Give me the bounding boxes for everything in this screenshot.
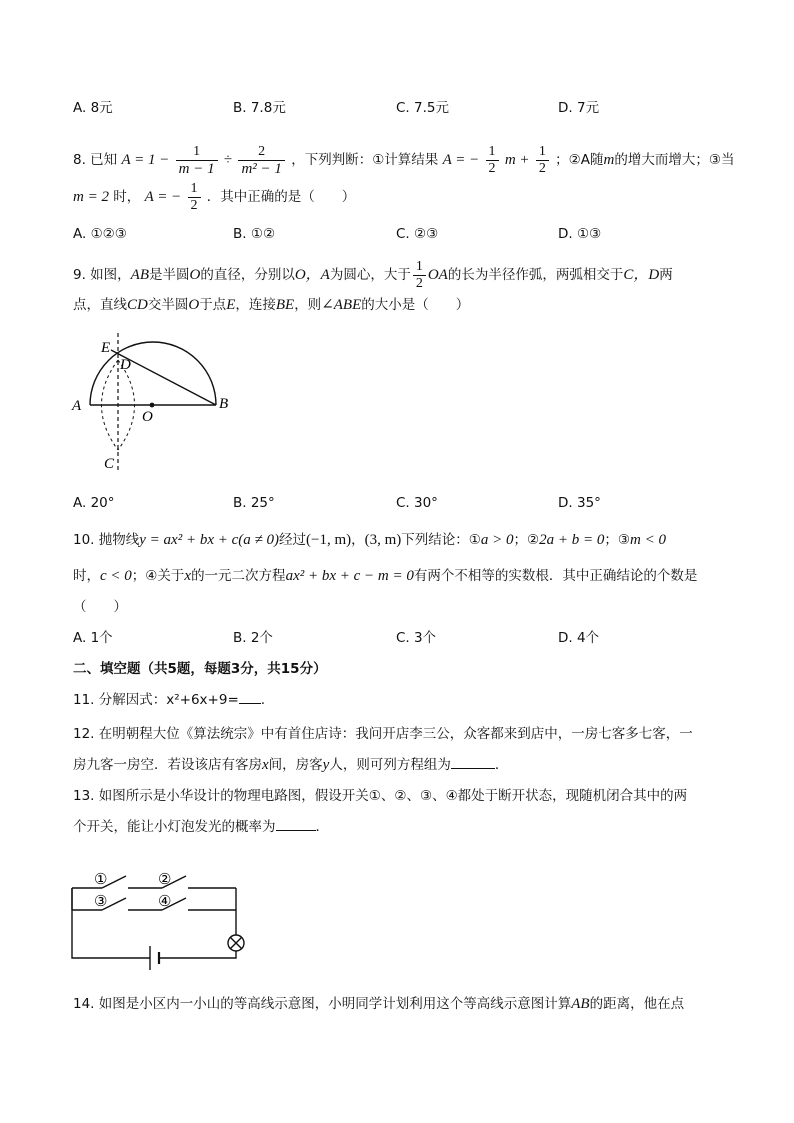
q7-option-c: C. 7.5元 (396, 100, 449, 116)
q9-option-d: D. 35° (558, 495, 601, 511)
q10-option-a: A. 1个 (73, 630, 113, 646)
q13-line-1: 13. 如图所示是小华设计的物理电路图，假设开关①、②、③、④都处于断开状态，现随机闭合其中的两 (73, 788, 688, 804)
switch-4-label: ④ (158, 894, 172, 910)
q12-line-2: 房九客一房空．若设该店有客房x间，房客y人，则可列方程组为 ． (73, 757, 509, 773)
q10-option-d: D. 4个 (558, 630, 600, 646)
q9-line-1: 9. 如图，AB是半圆O的直径，分别以O，A为圆心，大于 $\frac{1}{2}$ OA的长为半径作弧，两弧相交于C，D两 (73, 258, 673, 291)
q14-line-1: 14. 如图是小区内一小山的等高线示意图，小明同学计划利用这个等高线示意图计算AB的距离，他在点 (73, 996, 685, 1012)
q9-fraction: $\frac{1}{2}$ (413, 259, 426, 292)
q8-option-a: A. ①②③ (73, 226, 127, 242)
q8-fraction-3: $\frac{1}{2}$ (486, 144, 499, 177)
q10-line-1: 10. 抛物线y = ax² + bx + c(a ≠ 0)经过(−1, m)，(3, m)下列结论：①a > 0；②2a + b = 0；③m < 0 (73, 532, 666, 548)
q8-option-d: D. ①③ (558, 226, 602, 242)
q8-number: 8. 已知 (73, 152, 118, 168)
q7-option-d: D. 7元 (558, 100, 600, 116)
wire-left (72, 888, 150, 958)
label-d: D (120, 357, 131, 373)
q8-option-c: C. ②③ (396, 226, 439, 242)
q9-option-a: A. 20° (73, 495, 115, 511)
q9-option-b: B. 25° (233, 495, 275, 511)
label-a: A (72, 398, 82, 414)
q13-answer-blank[interactable] (276, 830, 316, 831)
q13-line-2: 个开关，能让小灯泡发光的概率为 ． (73, 819, 329, 835)
q11-line: 11. 分解因式：x²+6x+9= . (73, 692, 266, 708)
q8-line-2: m = 2 时， A = − $\frac{1}{2}$ ．其中正确的是（ ） (73, 180, 356, 213)
q8-option-b: B. ①② (233, 226, 276, 242)
q10-line-3: （ ） (73, 599, 127, 615)
switch-3-label: ③ (94, 894, 108, 910)
q10-option-b: B. 2个 (233, 630, 273, 646)
q12-line-1: 12. 在明朝程大位《算法统宗》中有首住店诗：我问开店李三公，众客都来到店中，一房七客多七客，一 (73, 726, 693, 742)
q8-line-1: 8. 已知 A = 1 − $\frac{1}{m - 1}$ ÷ $\frac{2}{\text{m² − 1}}$ ，下列判断：①计算结果 A = − $\frac{1}{2}$ m + $\frac{1}{2}$ ；②A随m的增大而增大；③当 (73, 143, 735, 177)
label-c: C (104, 456, 115, 472)
q10-option-c: C. 3个 (396, 630, 437, 646)
center-point-o (150, 403, 155, 408)
label-e: E (101, 340, 111, 356)
q8-fraction-5: $\frac{1}{2}$ (188, 181, 201, 214)
q8-fraction-1: $\frac{1}{m - 1}$ (176, 144, 218, 177)
q9-semicircle-figure (68, 328, 238, 476)
label-o: O (142, 409, 153, 425)
q11-answer-blank[interactable] (239, 703, 261, 704)
q9-option-c: C. 30° (396, 495, 438, 511)
wire-to-bulb (228, 951, 236, 958)
switch-2-label: ② (158, 872, 172, 888)
q8-fraction-4: $\frac{1}{2}$ (536, 144, 549, 177)
label-b: B (219, 396, 229, 412)
q10-line-2: 时，c < 0；④关于x的一元二次方程ax² + bx + c − m = 0有两个不相等的实数根．其中正确结论的个数是 (73, 568, 698, 584)
q8-fraction-2: $\frac{2}{\text{m² − 1}}$ (238, 144, 284, 177)
q13-circuit-figure (66, 864, 252, 980)
section-2-heading: 二、填空题（共5题，每题3分，共15分） (73, 661, 327, 677)
q9-line-2: 点，直线CD交半圆O于点E，连接BE，则∠ABE的大小是（ ） (73, 297, 470, 313)
q7-option-b: B. 7.8元 (233, 100, 286, 116)
q8-expr: A = 1 − (121, 152, 170, 168)
q12-answer-blank[interactable] (451, 768, 495, 769)
q7-option-a: A. 8元 (73, 100, 113, 116)
switch-1-label: ① (94, 872, 108, 888)
